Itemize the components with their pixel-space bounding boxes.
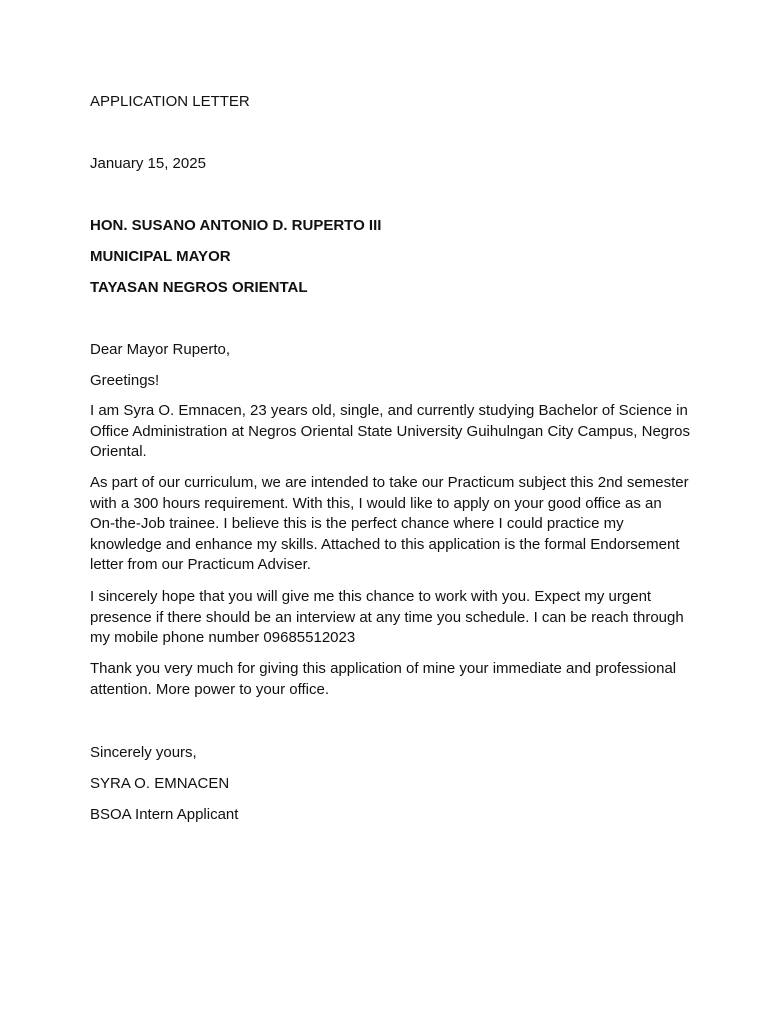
body-paragraph-2: As part of our curriculum, we are intended to take our Practicum subject this 2nd semester with a 300 hours requirement. With this, I would like to apply on your good office as an On-the-Job trainee. I believe this is the perfect chance where I could practice my knowledge and enhance my skills. Attached to this application is the formal Endorsement letter from our Practicum Adviser. [90,474,689,573]
signature-name: SYRA O. EMNACEN [90,775,230,792]
recipient-location: TAYASAN NEGROS ORIENTAL [90,279,308,296]
letter-date: January 15, 2025 [90,155,206,172]
salutation: Dear Mayor Ruperto, [90,341,231,358]
greeting: Greetings! [90,372,160,389]
recipient-name: HON. SUSANO ANTONIO D. RUPERTO III [90,217,382,234]
body-paragraph-1: I am Syra O. Emnacen, 23 years old, single, and currently studying Bachelor of Science in Office Administration at Negros Oriental State University Guihulngan City Campus, Negros Oriental. [90,402,690,460]
letter-title: APPLICATION LETTER [90,93,250,110]
body-paragraph-4: Thank you very much for giving this application of mine your immediate and professional attention. More power to your office. [90,660,677,698]
body-paragraph-3: I sincerely hope that you will give me this chance to work with you. Expect my urgent presence if there should be an interview at any time you schedule. I can be reach through my mobile phone number 09685512023 [90,588,684,646]
closing: Sincerely yours, [90,744,197,761]
signature-title: BSOA Intern Applicant [90,806,239,823]
recipient-position: MUNICIPAL MAYOR [90,248,231,265]
